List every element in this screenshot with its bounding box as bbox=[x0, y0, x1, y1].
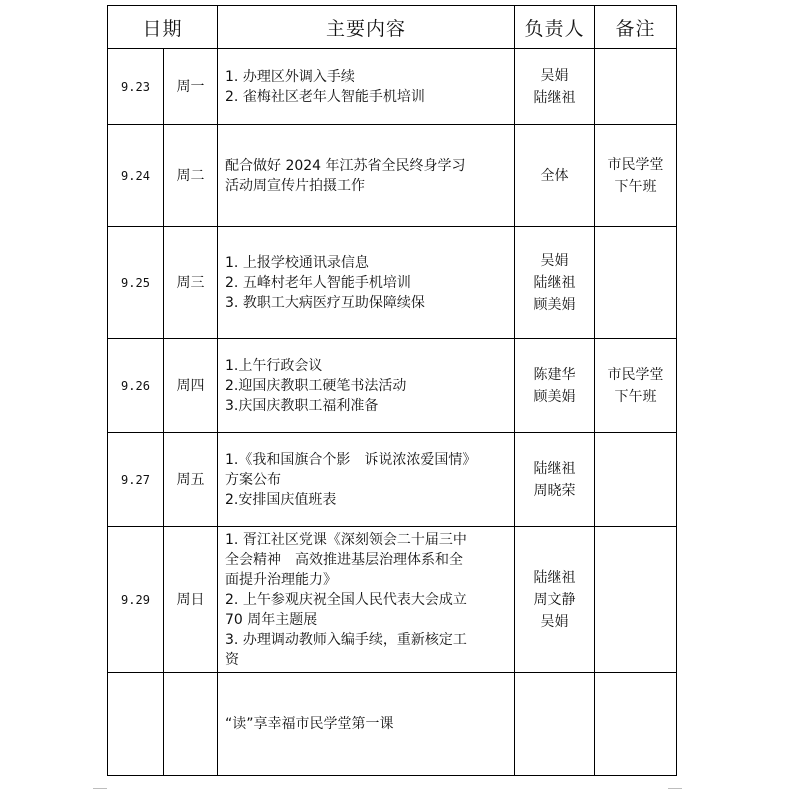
content-line: 全会精神 高效推进基层治理体系和全 bbox=[225, 551, 464, 568]
row-weekday bbox=[164, 673, 218, 776]
owner-name: 顾美娟 bbox=[533, 388, 576, 405]
owner-name: 吴娟 bbox=[540, 67, 569, 84]
owner-name: 周晓荣 bbox=[533, 482, 576, 499]
row-owners bbox=[515, 125, 595, 227]
row-content bbox=[218, 339, 515, 433]
page-corner-mark-right bbox=[668, 788, 682, 789]
content-line: 配合做好 2024 年江苏省全民终身学习 bbox=[225, 157, 466, 174]
note-line: 市民学堂 bbox=[607, 156, 664, 173]
content-line: 3.庆国庆教职工福利准备 bbox=[225, 397, 379, 414]
row-date: 9.23 bbox=[108, 49, 164, 125]
content-line: 资 bbox=[225, 651, 240, 668]
row-note bbox=[595, 339, 677, 433]
header-owner: 负责人 bbox=[515, 6, 595, 49]
row-note bbox=[595, 673, 677, 776]
row-owners bbox=[515, 527, 595, 673]
header-date: 日期 bbox=[108, 6, 218, 49]
row-note bbox=[595, 433, 677, 527]
row-content bbox=[218, 433, 515, 527]
schedule-row bbox=[108, 49, 677, 125]
schedule-row bbox=[108, 125, 677, 227]
content-line: 3. 教职工大病医疗互助保障续保 bbox=[225, 294, 425, 311]
content-line: “读”享幸福市民学堂第一课 bbox=[225, 716, 394, 732]
row-weekday: 周四 bbox=[164, 339, 218, 433]
note-line: 下午班 bbox=[614, 178, 657, 195]
row-content bbox=[218, 125, 515, 227]
content-line: 1. 胥江社区党课《深刻领会二十届三中 bbox=[225, 531, 467, 548]
row-owners bbox=[515, 339, 595, 433]
content-line: 2. 五峰村老年人智能手机培训 bbox=[225, 274, 411, 291]
owner-name: 陆继祖 bbox=[533, 89, 576, 106]
owner-name: 顾美娟 bbox=[533, 296, 576, 313]
row-weekday: 周日 bbox=[164, 527, 218, 673]
row-weekday: 周五 bbox=[164, 433, 218, 527]
row-content bbox=[218, 527, 515, 673]
content-line: 活动周宣传片拍摄工作 bbox=[225, 177, 366, 194]
owner-name: 周文静 bbox=[533, 591, 576, 608]
row-note bbox=[595, 49, 677, 125]
owner-name: 吴娟 bbox=[540, 613, 569, 630]
owner-name: 陆继祖 bbox=[533, 460, 576, 477]
row-owners bbox=[515, 433, 595, 527]
row-date: 9.29 bbox=[108, 527, 164, 673]
content-line: 面提升治理能力》 bbox=[225, 571, 338, 588]
content-line: 1.上午行政会议 bbox=[225, 357, 323, 374]
row-content bbox=[218, 673, 515, 776]
row-date: 9.25 bbox=[108, 227, 164, 339]
content-line: 1. 上报学校通讯录信息 bbox=[225, 254, 369, 271]
row-content bbox=[218, 227, 515, 339]
content-line: 2. 上午参观庆祝全国人民代表大会成立 bbox=[225, 591, 467, 608]
owner-name: 陆继祖 bbox=[533, 274, 576, 291]
row-date: 9.26 bbox=[108, 339, 164, 433]
row-weekday: 周三 bbox=[164, 227, 218, 339]
row-note bbox=[595, 527, 677, 673]
header-row bbox=[108, 6, 677, 49]
row-weekday: 周一 bbox=[164, 49, 218, 125]
row-date: 9.24 bbox=[108, 125, 164, 227]
content-line: 2. 雀梅社区老年人智能手机培训 bbox=[225, 88, 425, 105]
content-line: 70 周年主题展 bbox=[225, 611, 318, 628]
page-corner-mark-left bbox=[93, 788, 107, 789]
row-date bbox=[108, 673, 164, 776]
header-note: 备注 bbox=[595, 6, 677, 49]
row-note bbox=[595, 227, 677, 339]
content-line: 2.迎国庆教职工硬笔书法活动 bbox=[225, 377, 407, 394]
schedule-row bbox=[108, 339, 677, 433]
content-line: 2.安排国庆值班表 bbox=[225, 491, 337, 508]
row-content bbox=[218, 49, 515, 125]
row-date: 9.27 bbox=[108, 433, 164, 527]
row-note bbox=[595, 125, 677, 227]
content-line: 1. 办理区外调入手续 bbox=[225, 68, 355, 85]
content-line: 3. 办理调动教师入编手续，重新核定工 bbox=[225, 631, 467, 648]
note-line: 下午班 bbox=[614, 388, 657, 405]
owner-name: 陆继祖 bbox=[533, 569, 576, 586]
schedule-row bbox=[108, 673, 677, 776]
owner-name: 陈建华 bbox=[533, 366, 576, 383]
owner-name: 全体 bbox=[540, 167, 569, 184]
header-content: 主要内容 bbox=[218, 6, 515, 49]
schedule-row bbox=[108, 227, 677, 339]
schedule-row bbox=[108, 527, 677, 673]
weekly-schedule-table bbox=[107, 5, 677, 776]
content-line: 方案公布 bbox=[225, 471, 282, 488]
schedule-row bbox=[108, 433, 677, 527]
row-owners bbox=[515, 49, 595, 125]
owner-name: 吴娟 bbox=[540, 252, 569, 269]
row-owners bbox=[515, 673, 595, 776]
row-weekday: 周二 bbox=[164, 125, 218, 227]
content-line: 1.《我和国旗合个影 诉说浓浓爱国情》 bbox=[225, 451, 477, 468]
row-owners bbox=[515, 227, 595, 339]
note-line: 市民学堂 bbox=[607, 366, 664, 383]
